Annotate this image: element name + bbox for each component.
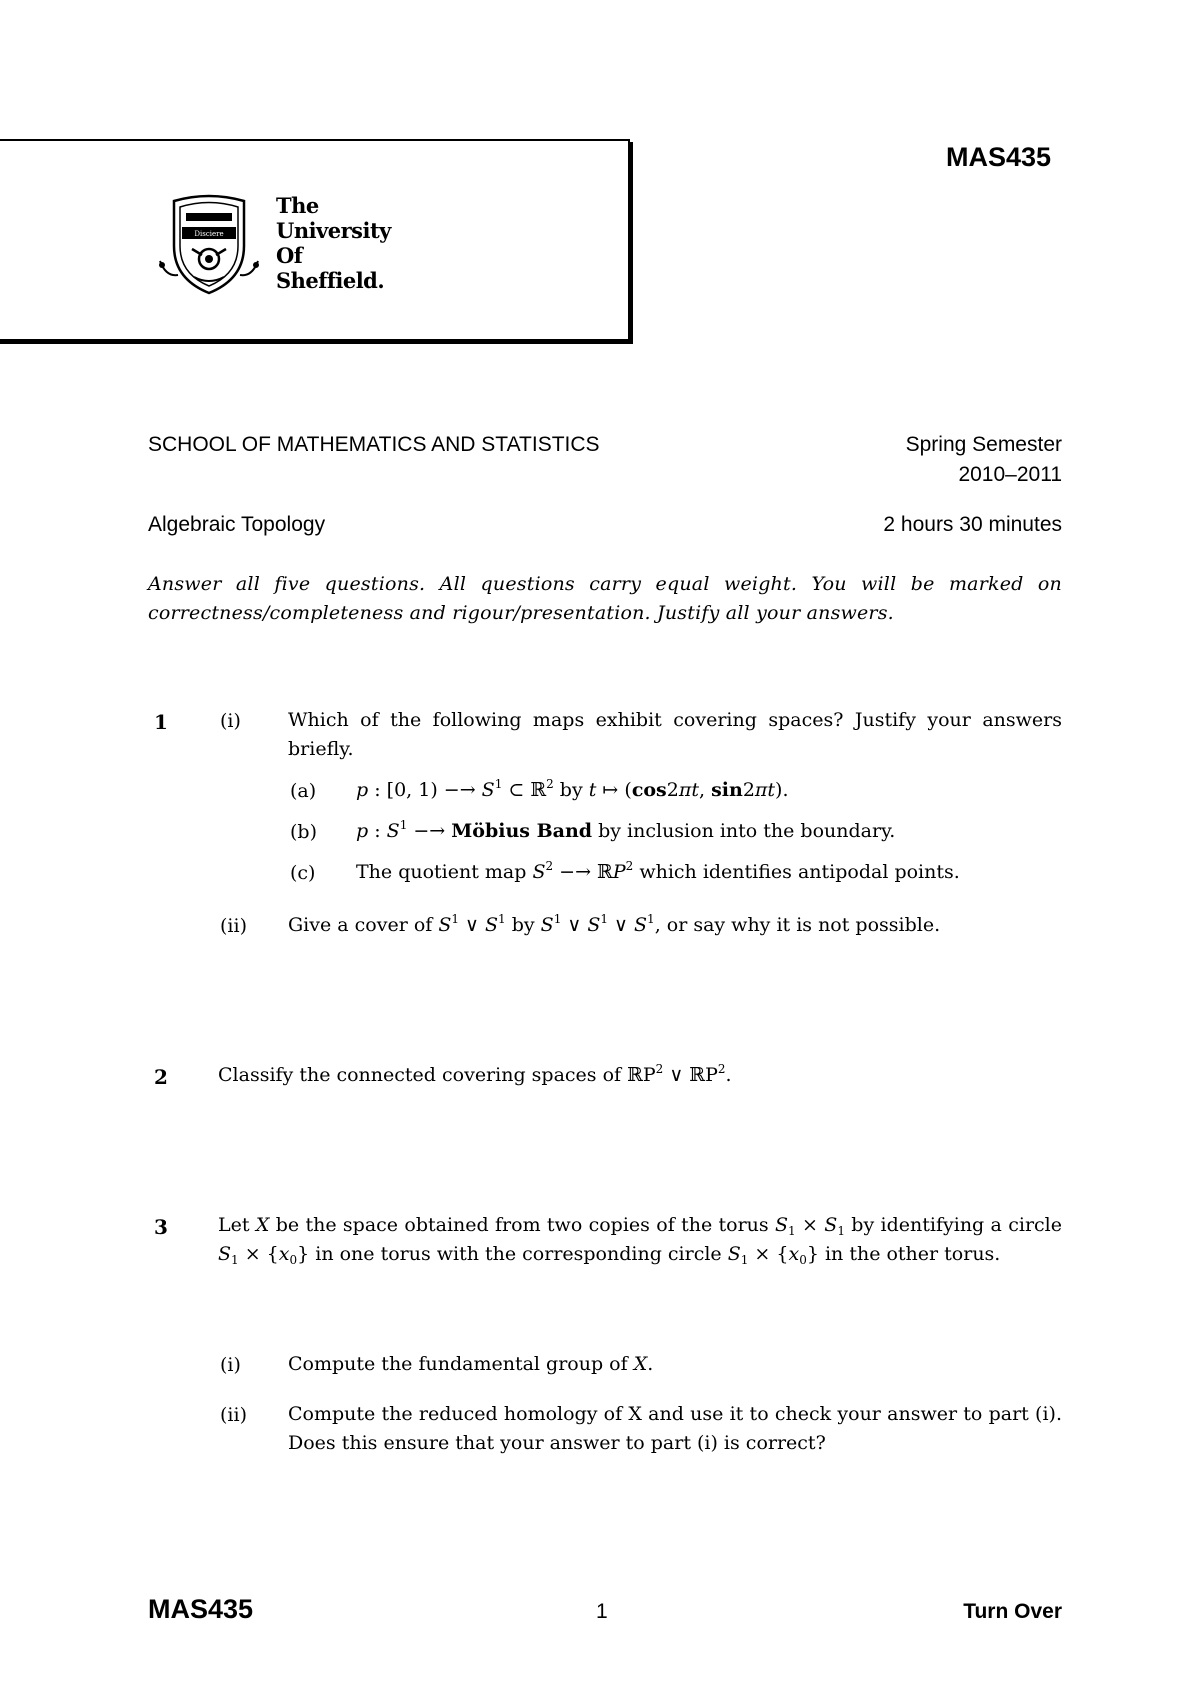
question-2-text: Classify the connected covering spaces of ℝP$^2$ ∨ ℝP$^2$. (218, 1062, 732, 1086)
question-3-part-i-label: (i) (220, 1354, 241, 1376)
university-line-3: Of (276, 243, 303, 268)
question-1-part-i-label: (i) (220, 710, 241, 732)
question-1-item-a-text: p : [0, $1) -\to S^1$ ⊂ ℝ$^2$ by t ↦ (cos2πt, sin2πt). (356, 777, 789, 801)
university-line-1: The (276, 193, 319, 218)
turn-over-label: Turn Over (963, 1600, 1062, 1623)
question-3-part-i-text-prefix: Compute the fundamental group of (288, 1353, 628, 1375)
question-1-part-i-text: Which of the following maps exhibit covering spaces? Justify your answers briefly. (288, 709, 1062, 760)
question-1-item-c-label: (c) (290, 862, 316, 884)
question-2-number: 2 (154, 1065, 168, 1089)
question-2-text-prefix: Classify the connected covering spaces of (218, 1064, 622, 1086)
university-line-4: Sheffield. (276, 268, 385, 293)
exam-duration: 2 hours 30 minutes (883, 513, 1062, 536)
question-1-part-ii-label: (ii) (220, 915, 247, 937)
university-name (276, 193, 391, 293)
question-1-part-ii-text: Give a cover of $S^1$ ∨ $S^1$ by $S^1$ ∨ $S^1$ ∨ $S^1$, or say why it is not possible. (288, 912, 941, 936)
university-logo-box (0, 139, 630, 341)
question-1-item-a-label: (a) (290, 780, 317, 802)
question-3-text: Let X be the space obtained from two copies of the torus $S_1 \times S_1$ by identifying a circle $S_1 \times \{x_0\}$ in one torus with the corresponding circle $S_1 \times \{x_0\}$ in the other torus. (218, 1214, 1062, 1267)
question-1-number: 1 (154, 710, 168, 734)
semester: Spring Semester (905, 433, 1062, 456)
exam-instructions: Answer all five questions. All questions carry equal weight. You will be marked on correctness/completeness and rigour/presentation. Justify all your answers. (148, 573, 1062, 624)
question-1-item-b-label: (b) (290, 821, 317, 843)
course-code-footer: MAS435 (148, 1594, 254, 1624)
svg-text:Disciere: Disciere (194, 230, 224, 238)
page-number: 1 (596, 1600, 608, 1623)
question-1-item-b-text: p : $S^1$ −→ Möbius Band by inclusion into the boundary. (356, 818, 896, 842)
university-crest-icon (156, 191, 262, 297)
question-3-part-ii-label: (ii) (220, 1404, 247, 1426)
question-1-item-c-text: The quotient map $S^2$ −→ ℝP$^2$ which identifies antipodal points. (356, 859, 960, 883)
course-title: Algebraic Topology (148, 513, 326, 536)
course-code-top: MAS435 (946, 142, 1052, 172)
question-3-part-ii-text: Compute the reduced homology of X and use it to check your answer to part (i). Does this ensure that your answer to part (i) is correct? (288, 1403, 1062, 1454)
academic-year: 2010–2011 (958, 463, 1062, 486)
school-name: SCHOOL OF MATHEMATICS AND STATISTICS (148, 433, 600, 456)
question-3-number: 3 (154, 1215, 168, 1239)
question-3-part-i-text: Compute the fundamental group of X. (288, 1353, 654, 1375)
university-line-2: University (276, 218, 391, 243)
